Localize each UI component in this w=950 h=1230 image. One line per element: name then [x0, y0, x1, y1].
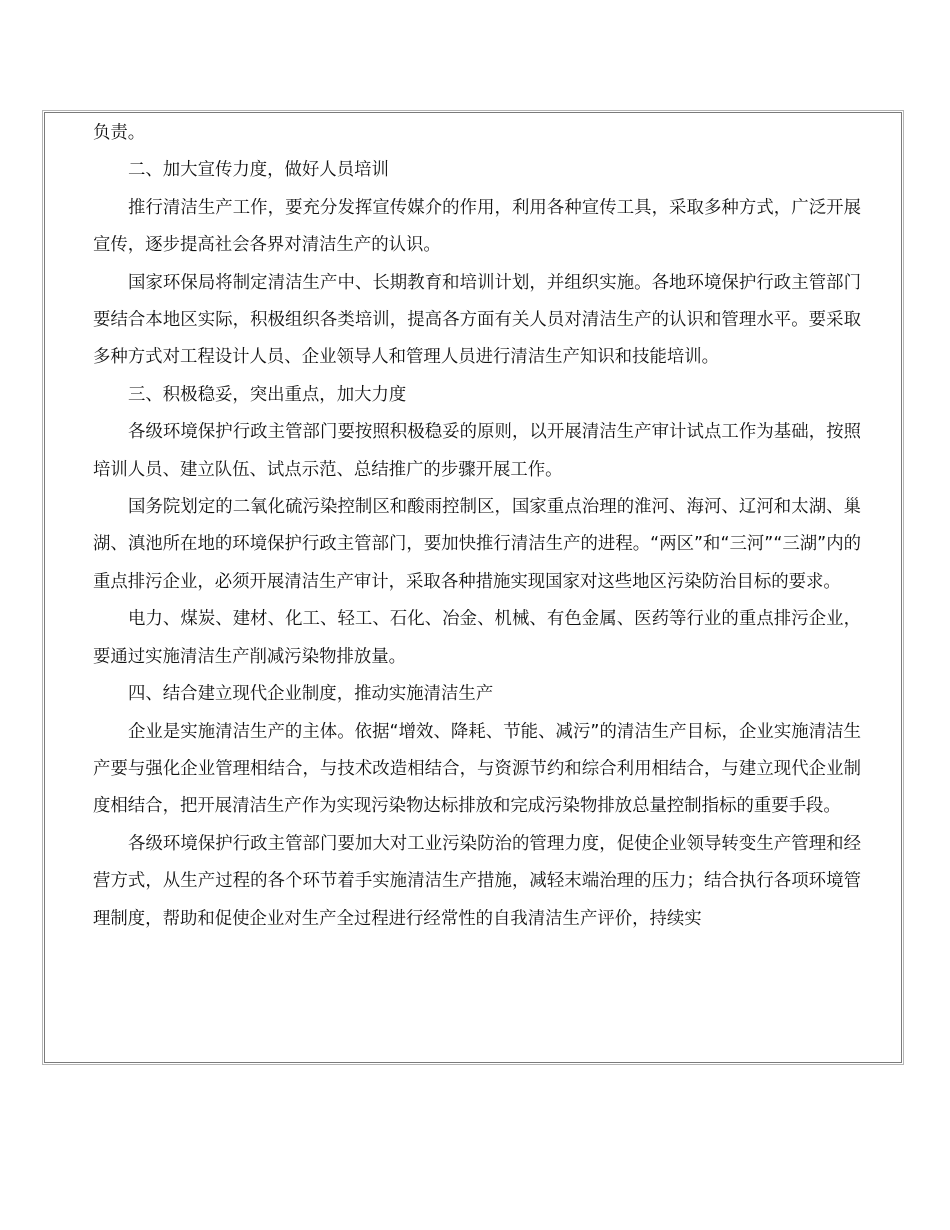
paragraph: 国家环保局将制定清洁生产中、长期教育和培训计划，并组织实施。各地环境保护行政主管部门要结合本地区实际，积极组织各类培训，提高各方面有关人员对清洁生产的认识和管理水平。要采取多种方式对工程设计人员、企业领导人和管理人员进行清洁生产知识和技能培训。: [93, 272, 861, 368]
paragraph: 企业是实施清洁生产的主体。依据“增效、降耗、节能、减污”的清洁生产目标，企业实施清洁生产要与强化企业管理相结合，与技术改造相结合，与资源节约和综合利用相结合，与建立现代企业制度相结合，把开展清洁生产作为实现污染物达标排放和完成污染物排放总量控制指标的重要手段。: [93, 721, 861, 817]
lead-text: 负责。: [93, 123, 146, 143]
section-heading: 三、积极稳妥，突出重点，加大力度: [128, 384, 407, 405]
document-page-frame: [44, 112, 902, 1063]
paragraph: 电力、煤炭、建材、化工、轻工、石化、冶金、机械、有色金属、医药等行业的重点排污企业，要通过实施清洁生产削减污染物排放量。: [93, 609, 861, 667]
section-heading: 四、结合建立现代企业制度，推动实施清洁生产: [128, 684, 494, 705]
paragraph: 国务院划定的二氧化硫污染控制区和酸雨控制区，国家重点治理的淮河、海河、辽河和太湖、巢湖、滇池所在地的环境保护行政主管部门，要加快推行清洁生产的进程。“两区”和“三河”“三湖”内的重点排污企业，必须开展清洁生产审计，采取各种措施实现国家对这些地区污染防治目标的要求。: [93, 497, 861, 592]
paragraph: 各级环境保护行政主管部门要按照积极稳妥的原则，以开展清洁生产审计试点工作为基础，按照培训人员、建立队伍、试点示范、总结推广的步骤开展工作。: [93, 422, 861, 480]
paragraph: 推行清洁生产工作，要充分发挥宣传媒介的作用，利用各种宣传工具，采取多种方式，广泛开展宣传，逐步提高社会各界对清洁生产的认识。: [93, 197, 861, 256]
paragraph: 各级环境保护行政主管部门要加大对工业污染防治的管理力度，促使企业领导转变生产管理和经营方式，从生产过程的各个环节着手实施清洁生产措施，减轻末端治理的压力；结合执行各项环境管理制度，帮助和促使企业对生产全过程进行经常性的自我清洁生产评价，持续实: [93, 833, 861, 929]
document-body: [93, 115, 861, 938]
section-heading: 二、加大宣传力度，做好人员培训: [128, 160, 389, 181]
